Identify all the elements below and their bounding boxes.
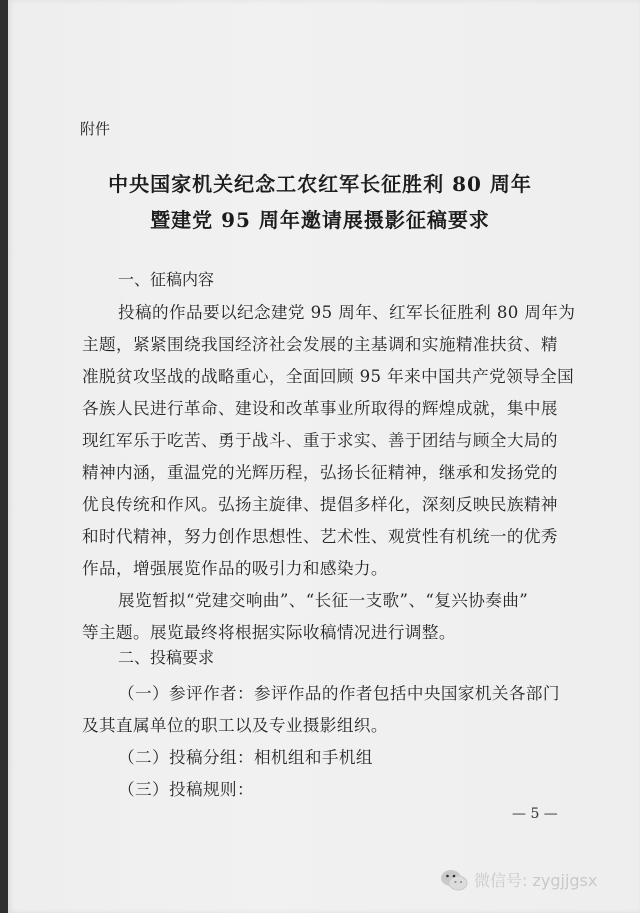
wechat-icon xyxy=(440,869,468,891)
wechat-watermark xyxy=(440,868,597,891)
body-line: 各族人民进行革命、建设和改革事业所取得的辉煌成就，集中展 xyxy=(82,399,558,418)
page-number: — 5 — xyxy=(512,806,558,822)
section1-heading: 一、征稿内容 xyxy=(118,270,215,289)
body-line: 展览暂拟“党建交响曲”、“长征一支歌”、“复兴协奏曲” xyxy=(118,591,529,610)
body-line: 优良传统和作风。弘扬主旋律、提倡多样化，深刻反映民族精神 xyxy=(82,495,558,514)
body-line: （三）投稿规则： xyxy=(118,780,254,799)
body-line: （二）投稿分组：相机组和手机组 xyxy=(118,748,373,767)
body-line: 投稿的作品要以纪念建党 95 周年、红军长征胜利 80 周年为 xyxy=(118,303,576,322)
body-line: 等主题。展览最终将根据实际收稿情况进行调整。 xyxy=(82,623,456,642)
body-line: （一）参评作者：参评作品的作者包括中央国家机关各部门 xyxy=(118,684,560,703)
body-line: 精神内涵，重温党的光辉历程，弘扬长征精神，继承和发扬党的 xyxy=(82,463,558,482)
attachment-label: 附件 xyxy=(80,120,111,138)
body-line: 作品，增强展览作品的吸引力和感染力。 xyxy=(82,559,388,578)
body-line: 及其直属单位的职工以及专业摄影组织。 xyxy=(82,716,388,735)
body-line: 准脱贫攻坚战的战略重心，全面回顾 95 年来中国共产党领导全国 xyxy=(82,367,575,386)
body-line: 现红军乐于吃苦、勇于战斗、重于求实、善于团结与顾全大局的 xyxy=(82,431,558,450)
document-title-line1: 中央国家机关纪念工农红军长征胜利 80 周年 xyxy=(108,172,532,196)
body-line: 和时代精神，努力创作思想性、艺术性、观赏性有机统一的优秀 xyxy=(82,527,558,546)
body-line: 主题，紧紧围绕我国经济社会发展的主基调和实施精准扶贫、精 xyxy=(82,335,558,354)
document-title-line2: 暨建党 95 周年邀请展摄影征稿要求 xyxy=(150,208,490,232)
section2-heading: 二、投稿要求 xyxy=(118,648,215,667)
watermark-text: 微信号: zygjjgsx xyxy=(474,871,598,890)
